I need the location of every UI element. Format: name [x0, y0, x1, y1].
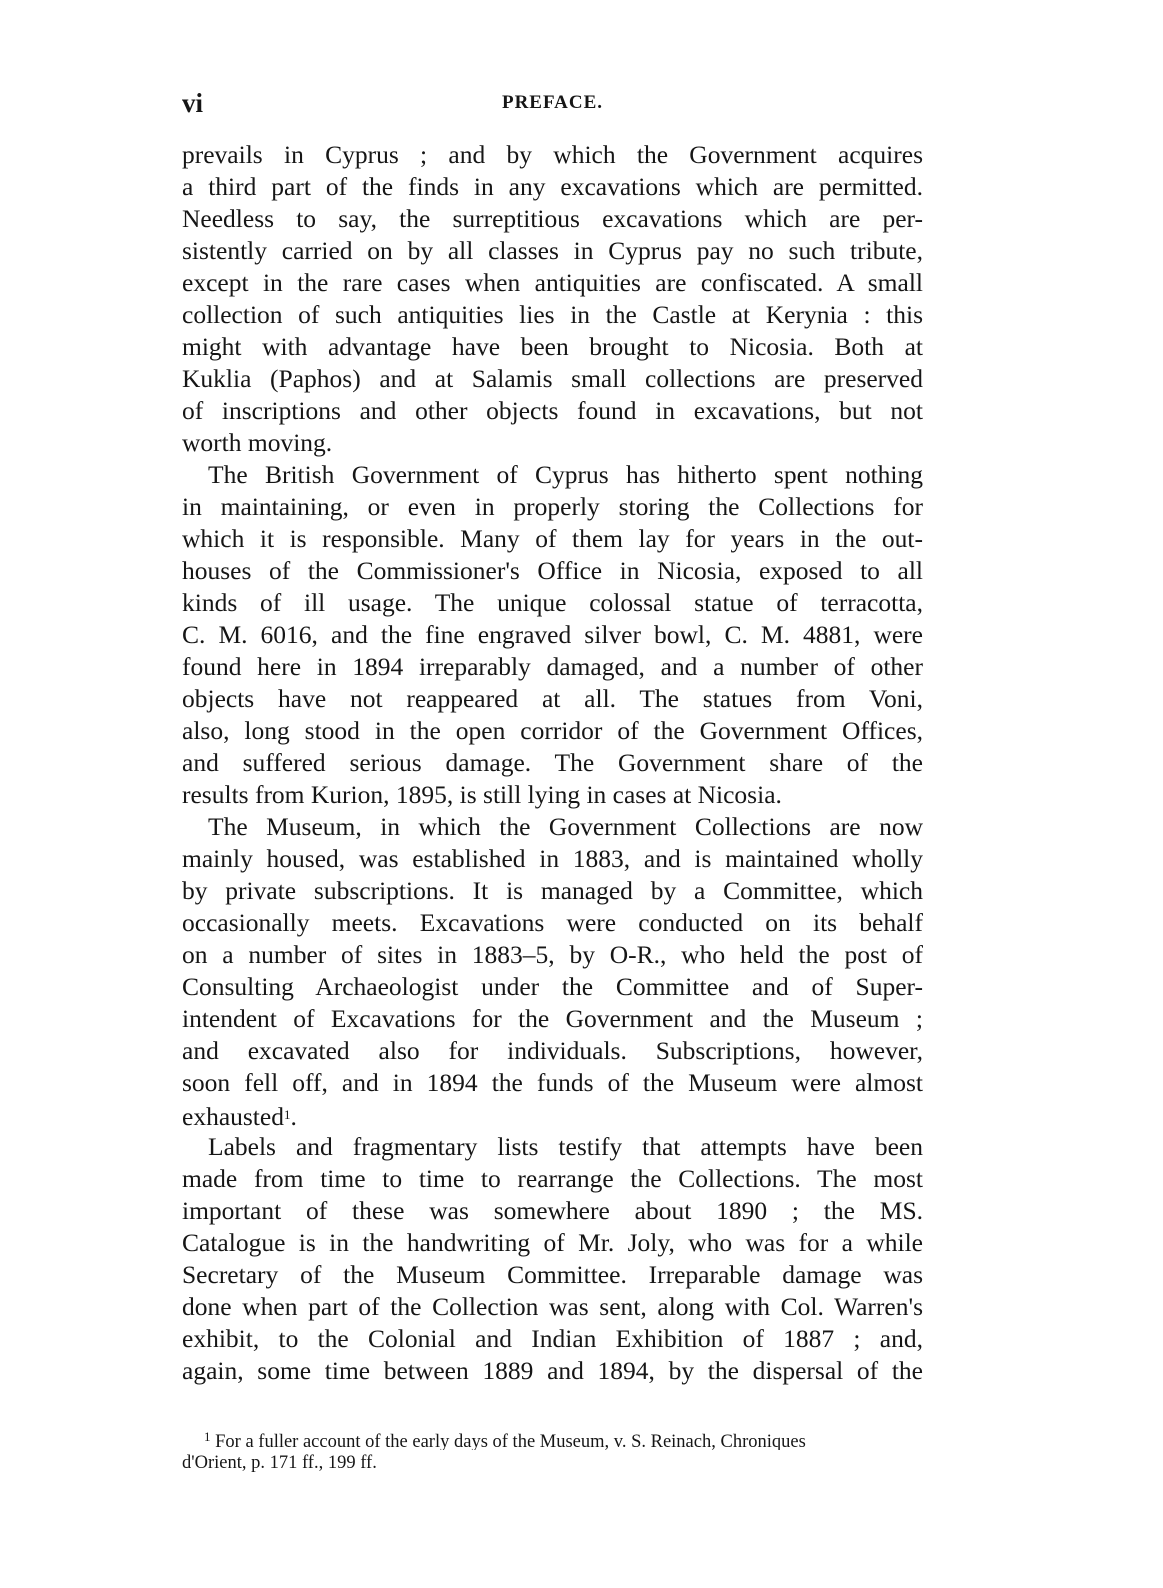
footnote-line	[182, 1424, 923, 1450]
text-line: C. M. 6016, and the fine engraved silver bowl, C. M. 4881, were	[182, 620, 923, 649]
paragraph-start: The British Government of Cyprus has hitherto spent nothing	[208, 460, 923, 489]
text-line: on a number of sites in 1883–5, by O-R., who held the post of	[182, 940, 923, 969]
footnote-reference[interactable]: 1	[283, 1107, 291, 1122]
text-line: kinds of ill usage. The unique colossal statue of terracotta,	[182, 588, 923, 617]
text-line: occasionally meets. Excavations were conducted on its behalf	[182, 908, 923, 937]
text-line: and excavated also for individuals. Subscriptions, however,	[182, 1036, 923, 1065]
text-line: collection of such antiquities lies in the Castle at Kerynia : this	[182, 300, 923, 329]
footnote-line: d'Orient, p. 171 ff., 199 ff.	[182, 1453, 377, 1473]
running-head: PREFACE.	[501, 92, 604, 113]
text-line: exhibit, to the Colonial and Indian Exhibition of 1887 ; and,	[182, 1324, 923, 1353]
text-line: done when part of the Collection was sent, along with Col. Warren's	[182, 1292, 923, 1321]
footnote-text: For a fuller account of the early days of the Museum, v. S. Reinach, Chroniques	[215, 1432, 806, 1450]
text-line: Kuklia (Paphos) and at Salamis small collections are preserved	[182, 364, 923, 393]
text-line: worth moving.	[182, 428, 333, 457]
page-number: vi	[182, 88, 204, 118]
text-line: soon fell off, and in 1894 the funds of the Museum were almost	[182, 1068, 923, 1097]
text-line: except in the rare cases when antiquities are confiscated. A small	[182, 268, 923, 297]
text-line: which it is responsible. Many of them lay for years in the out-	[182, 524, 923, 553]
text-line: and suffered serious damage. The Government share of the	[182, 748, 923, 777]
text-line: by private subscriptions. It is managed by a Committee, which	[182, 876, 923, 905]
footnote-marker: 1	[204, 1429, 211, 1444]
text-line: sistently carried on by all classes in Cyprus pay no such tribute,	[182, 236, 923, 265]
page-header	[182, 88, 923, 122]
text-line: also, long stood in the open corridor of the Government Offices,	[182, 716, 923, 745]
text-line: important of these was somewhere about 1890 ; the MS.	[182, 1196, 923, 1225]
paragraph-start: Labels and fragmentary lists testify that attempts have been	[208, 1132, 923, 1161]
text-line: found here in 1894 irreparably damaged, and a number of other	[182, 652, 923, 681]
text-fragment: .	[290, 1102, 297, 1131]
text-line: mainly housed, was established in 1883, and is maintained wholly	[182, 844, 923, 873]
paragraph-start: The Museum, in which the Government Collections are now	[208, 812, 923, 841]
body-text	[182, 139, 923, 1387]
text-line: houses of the Commissioner's Office in Nicosia, exposed to all	[182, 556, 923, 585]
text-line: intendent of Excavations for the Government and the Museum ;	[182, 1004, 923, 1033]
text-line: objects have not reappeared at all. The statues from Voni,	[182, 684, 923, 713]
text-line: Consulting Archaeologist under the Committee and of Super-	[182, 972, 923, 1001]
text-line: again, some time between 1889 and 1894, by the dispersal of the	[182, 1356, 923, 1385]
text-line-with-footnote	[182, 1099, 923, 1131]
text-line: made from time to time to rearrange the Collections. The most	[182, 1164, 923, 1193]
text-line: Catalogue is in the handwriting of Mr. Joly, who was for a while	[182, 1228, 923, 1257]
text-line: prevails in Cyprus ; and by which the Government acquires	[182, 140, 923, 169]
text-line: might with advantage have been brought to Nicosia. Both at	[182, 332, 923, 361]
text-line: results from Kurion, 1895, is still lying in cases at Nicosia.	[182, 780, 782, 809]
text-line: Secretary of the Museum Committee. Irreparable damage was	[182, 1260, 923, 1289]
text-fragment: exhausted	[182, 1102, 284, 1131]
text-line: of inscriptions and other objects found in excavations, but not	[182, 396, 923, 425]
text-line: Needless to say, the surreptitious excavations which are per-	[182, 204, 923, 233]
text-line: a third part of the finds in any excavations which are permitted.	[182, 172, 923, 201]
footnote	[182, 1424, 923, 1476]
text-line: in maintaining, or even in properly storing the Collections for	[182, 492, 923, 521]
